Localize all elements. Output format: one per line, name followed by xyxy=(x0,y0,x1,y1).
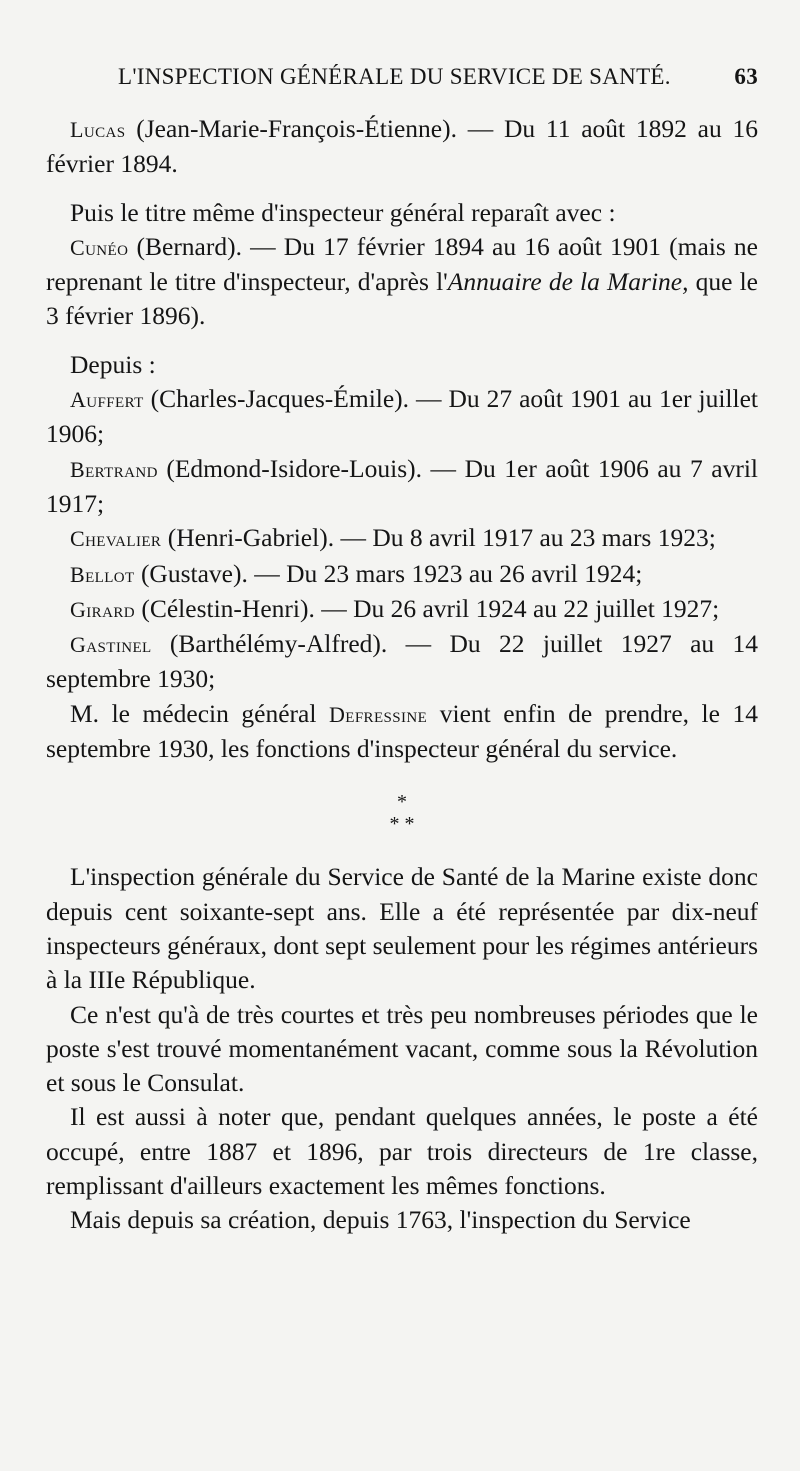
entry-text-before: M. le médecin général xyxy=(70,698,329,728)
page-number: 63 xyxy=(734,64,758,89)
entry-name: Auffert xyxy=(70,387,144,413)
closing-paragraph-4: Mais depuis sa création, depuis 1763, l'inspection du Service xyxy=(70,1205,691,1235)
entry-auffert xyxy=(46,382,758,452)
entry-text: (Célestin-Henri). — Du 26 avril 1924 au 22 juillet 1927; xyxy=(134,593,720,623)
entry-text: (Gustave). — Du 23 mars 1923 au 26 avril 1924; xyxy=(134,558,643,588)
entry-chevalier xyxy=(46,521,758,556)
entry-text-after: que le 3 février 1896). xyxy=(46,267,758,331)
entry-name: Cunéo xyxy=(70,234,129,260)
entry-text: vient enfin de prendre, le 14 septembre 1930, les fonctions d'inspecteur général du service. xyxy=(46,698,758,764)
entry-text: (Henri-Gabriel). — Du 8 avril 1917 au 23 mars 1923; xyxy=(161,523,716,553)
asterism-separator xyxy=(46,792,758,836)
asterism-top: * xyxy=(397,791,407,814)
paragraph-text: Depuis : xyxy=(70,349,156,379)
annuaire-title: Annuaire de la Marine, xyxy=(447,267,689,297)
closing-paragraph-1: L'inspection générale du Service de Santé de la Marine existe donc depuis cent soixante-sept ans. Elle a été représentée par dix-neuf inspecteurs généraux, dont sept seulement pour les régimes antérieurs à la IIIe République. xyxy=(46,862,758,995)
transition-sentence xyxy=(46,196,758,230)
entry-text: (Charles-Jacques-Émile). — Du 27 août 1901 au 1er juillet 1906; xyxy=(46,384,758,449)
entry-defressine xyxy=(46,697,758,767)
entry-cuneo xyxy=(46,230,758,334)
depuis-label xyxy=(46,348,758,382)
running-title: L'INSPECTION GÉNÉRALE DU SERVICE DE SANTÉ. xyxy=(118,64,671,89)
paragraph-text: Puis le titre même d'inspecteur général reparaît avec : xyxy=(70,197,616,227)
entry-text: (Edmond-Isidore-Louis). — Du 1er août 1906 au 7 avril 1917; xyxy=(46,453,758,518)
entry-name: Defressine xyxy=(328,701,428,727)
entry-text: (Jean-Marie-François-Étienne). — Du 11 août 1892 au 16 février 1894. xyxy=(46,114,758,179)
entry-name: Gastinel xyxy=(70,632,152,658)
entry-name: Chevalier xyxy=(70,526,162,552)
closing-paragraph-3: Il est aussi à noter que, pendant quelques années, le poste a été occupé, entre 1887 et 1896, par trois directeurs de 1re classe, remplissant d'ailleurs exactement les mêmes fonctions. xyxy=(46,1102,758,1201)
asterism-bottom: * * xyxy=(389,813,415,836)
entry-name: Bertrand xyxy=(70,456,158,482)
entry-bellot xyxy=(46,557,758,592)
running-header xyxy=(118,64,758,90)
entry-text: (Bernard). — Du 17 février 1894 au 16 août 1901 (mais ne reprenant le titre d'inspecteur, d'après l' xyxy=(46,231,758,297)
entry-gastinel xyxy=(46,627,758,697)
entry-name: Girard xyxy=(70,596,135,622)
entry-name: Lucas xyxy=(70,117,126,142)
entry-bertrand xyxy=(46,452,758,522)
page-body xyxy=(46,112,758,1238)
entry-girard xyxy=(46,592,758,627)
entry-name: Bellot xyxy=(70,561,135,587)
closing-paragraph-2: Ce n'est qu'à de très courtes et très peu nombreuses périodes que le poste s'est trouvé momentanément vacant, comme sous la Révolution et sous le Consulat. xyxy=(46,999,758,1098)
entry-text: (Barthélémy-Alfred). — Du 22 juillet 1927 au 14 septembre 1930; xyxy=(46,629,758,694)
entry-lucas xyxy=(46,112,758,182)
